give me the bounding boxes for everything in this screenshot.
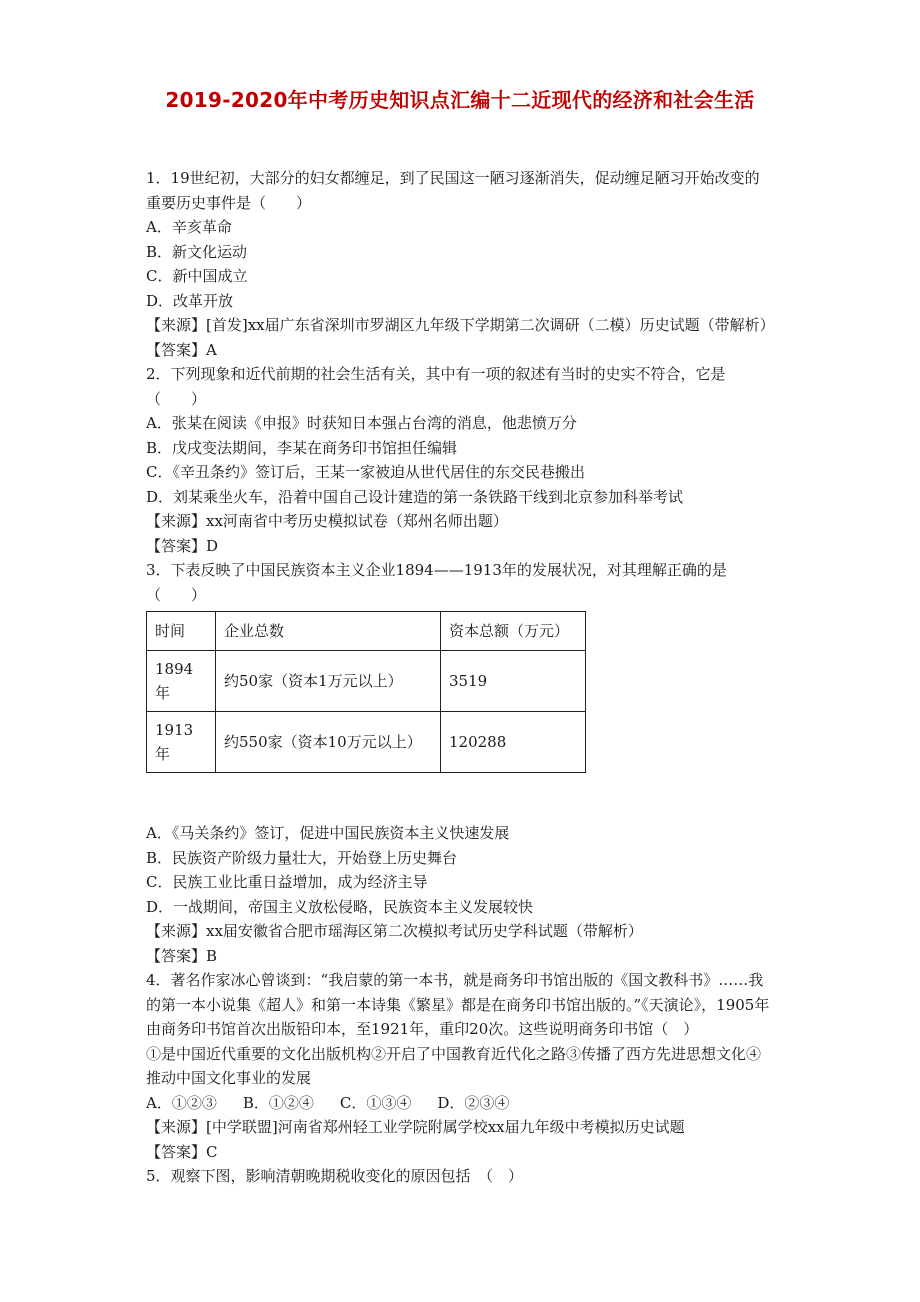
table-row bbox=[147, 712, 586, 773]
document-body bbox=[146, 166, 775, 1189]
options-row bbox=[146, 1091, 772, 1116]
table-cell: 约550家（资本10万元以上） bbox=[216, 712, 441, 773]
option-d: D．刘某乘坐火车，沿着中国自己设计建造的第一条铁路干线到北京参加科举考试 bbox=[146, 487, 684, 506]
question-source: 【来源】xx河南省中考历史模拟试卷（郑州名师出题） bbox=[146, 512, 508, 530]
option-a: A．《马关条约》签订，促进中国民族资本主义快速发展 bbox=[146, 824, 510, 842]
question-stem: 5．观察下图，影响清朝晚期税收变化的原因包括 （ ） bbox=[146, 1167, 524, 1185]
question-stem: 4．著名作家冰心曾谈到：“我启蒙的第一本书，就是商务印书馆出版的《国文教科书》……我的第一本小说集《超人》和第一本诗集《繁星》都是在商务印书馆出版的。”《天演论》，1905年由商务印书馆首次出版铅印本，至1921年，重印20次。这些说明商务印书馆（ ） bbox=[146, 971, 770, 1038]
question-4 bbox=[146, 968, 772, 1164]
table-cell: 1913年 bbox=[147, 712, 216, 773]
option-a: A．张某在阅读《申报》时获知日本强占台湾的消息，他悲愤万分 bbox=[146, 414, 577, 432]
question-answer: 【答案】A bbox=[146, 340, 217, 359]
question-1 bbox=[146, 166, 775, 362]
table-cell: 约50家（资本1万元以上） bbox=[216, 651, 441, 712]
table-cell: 120288 bbox=[441, 712, 586, 773]
table-cell: 1894年 bbox=[147, 651, 216, 712]
option-c: C．民族工业比重日益增加，成为经济主导 bbox=[146, 873, 428, 891]
option-b: B．民族资产阶级力量壮大，开始登上历史舞台 bbox=[146, 848, 458, 867]
option-b: B．戊戌变法期间，李某在商务印书馆担任编辑 bbox=[146, 438, 458, 457]
question-items: ①是中国近代重要的文化出版机构②开启了中国教育近代化之路③传播了西方先进思想文化④推动中国文化事业的发展 bbox=[146, 1044, 762, 1087]
question-stem: 2．下列现象和近代前期的社会生活有关，其中有一项的叙述有当时的史实不符合，它是 （ ） bbox=[146, 365, 741, 408]
option-a: A．①②③ bbox=[146, 1093, 217, 1112]
question-stem: 1．19世纪初，大部分的妇女都缠足，到了民国这一陋习逐渐消失，促动缠足陋习开始改变的重要历史事件是（ ） bbox=[146, 169, 760, 212]
question-source: 【来源】[首发]xx届广东省深圳市罗湖区九年级下学期第二次调研（二模）历史试题（带解析） bbox=[146, 316, 775, 334]
question-stem: 3．下表反映了中国民族资本主义企业1894——1913年的发展状况，对其理解正确的是（ ） bbox=[146, 561, 727, 604]
table-header-row bbox=[147, 612, 586, 651]
option-c: C．①③④ bbox=[339, 1093, 412, 1112]
question-2 bbox=[146, 362, 772, 558]
option-c: C．《辛丑条约》签订后，王某一家被迫从世代居住的东交民巷搬出 bbox=[146, 463, 585, 481]
question-source: 【来源】[中学联盟]河南省郑州轻工业学院附属学校xx届九年级中考模拟历史试题 bbox=[146, 1118, 685, 1136]
page-title: 2019-2020年中考历史知识点汇编十二近现代的经济和社会生活 bbox=[165, 88, 755, 112]
table-cell: 3519 bbox=[441, 651, 586, 712]
table-row bbox=[147, 651, 586, 712]
option-a: A．辛亥革命 bbox=[146, 218, 232, 236]
question-5 bbox=[146, 1164, 772, 1189]
question-3 bbox=[146, 558, 772, 968]
option-b: B．①②④ bbox=[242, 1093, 314, 1112]
option-d: D．②③④ bbox=[437, 1093, 510, 1112]
question-answer: 【答案】C bbox=[146, 1142, 218, 1161]
question-source: 【来源】xx届安徽省合肥市瑶海区第二次模拟考试历史学科试题（带解析） bbox=[146, 922, 643, 940]
table-header-cell: 时间 bbox=[147, 612, 216, 651]
option-b: B．新文化运动 bbox=[146, 242, 248, 261]
question-answer: 【答案】B bbox=[146, 946, 218, 965]
question-answer: 【答案】D bbox=[146, 536, 219, 555]
option-d: D．改革开放 bbox=[146, 291, 234, 310]
table-header-cell: 资本总额（万元） bbox=[441, 612, 586, 651]
option-c: C．新中国成立 bbox=[146, 267, 248, 285]
option-d: D．一战期间，帝国主义放松侵略，民族资本主义发展较快 bbox=[146, 897, 534, 916]
enterprise-table bbox=[146, 611, 586, 773]
table-header-cell: 企业总数 bbox=[216, 612, 441, 651]
